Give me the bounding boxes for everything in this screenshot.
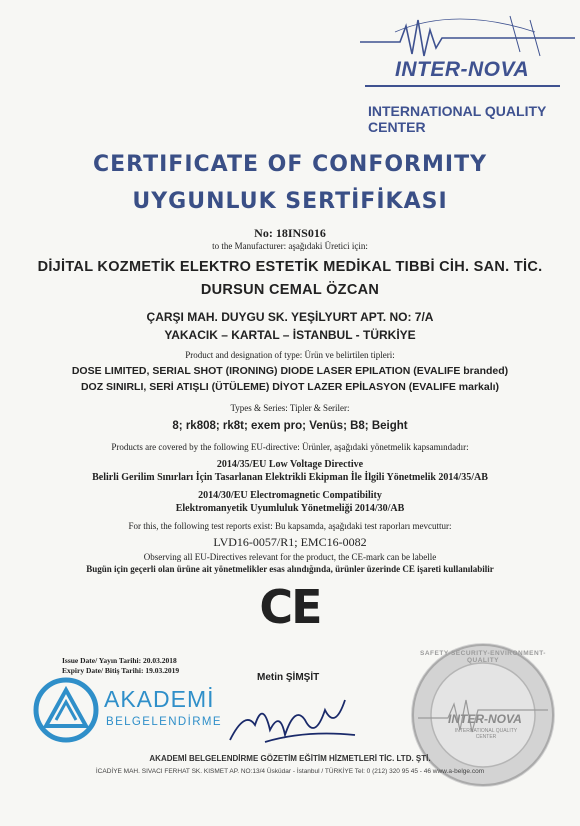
- types-label: Types & Series: Tipler & Seriler:: [230, 403, 350, 413]
- title-turkish: UYGUNLUK SERTİFİKASI: [132, 189, 448, 214]
- observing-english: Observing all EU-Directives relevant for the product, the CE-mark can be labelle: [143, 552, 437, 562]
- reports-label: For this, the following test reports exist: Bu kapsamda, aşağıdaki test raporları mevcuttur:: [128, 521, 452, 531]
- expiry-date: Expiry Date/ Bitiş Tarihi: 19.03.2019: [62, 666, 180, 675]
- product-turkish: DOZ SINIRLI, SERİ ATIŞLI (ÜTÜLEME) DİYOT LAZER EPİLASYON (EVALIFE markalı): [80, 381, 500, 393]
- brand-underline: [365, 85, 560, 87]
- product-label: Product and designation of type: Ürün ve belirtilen tipleri:: [185, 350, 395, 360]
- footer-address: İCADİYE MAH. SIVACI FERHAT SK. KISMET AP. NO:13/4 Üsküdar - İstanbul / TÜRKİYE Tel: 0 (212) 320 95 45 - 46 www.a-belge.com: [95, 768, 485, 775]
- inter-nova-wave-logo: [360, 12, 575, 62]
- seal-ring-text: SAFETY-SECURITY-ENVIRONMENT-QUALITY: [420, 650, 546, 664]
- footer-company: AKADEMİ BELGELENDİRME GÖZETİM EĞİTİM HİZMETLERİ TİC. LTD. ŞTİ.: [149, 754, 431, 763]
- certificate-number: No: 18INS016: [254, 226, 326, 240]
- types-value: 8; rk808; rk8t; exem pro; Venüs; B8; Beight: [172, 420, 408, 432]
- directive-2-turkish: Elektromanyetik Uyumluluk Yönetmeliği 2014/30/AB: [175, 503, 405, 514]
- signer-name: Metin ŞİMŞİT: [257, 672, 320, 683]
- observing-turkish: Bugün için geçerli olan ürüne ait yönetmelikler esas alındığında, ürünler üzerinde CE işareti kullanılabilir: [86, 564, 494, 574]
- person-name: DURSUN CEMAL ÖZCAN: [200, 282, 380, 298]
- directive-1-english: 2014/35/EU Low Voltage Directive: [216, 459, 364, 470]
- company-name: DİJİTAL KOZMETİK ELEKTRO ESTETİK MEDİKAL TIBBİ CİH. SAN. TİC.: [37, 259, 543, 275]
- address-line-1: ÇARŞI MAH. DUYGU SK. YEŞİLYURT APT. NO: 7/A: [146, 310, 434, 324]
- reports-value: LVD16-0057/R1; EMC16-0082: [213, 535, 367, 549]
- manufacturer-label: to the Manufacturer: aşağıdaki Üretici için:: [212, 241, 368, 251]
- seal-center-text: INTER-NOVA: [448, 712, 522, 726]
- product-english: DOSE LIMITED, SERIAL SHOT (IRONING) DIODE LASER EPILATION (EVALIFE branded): [71, 365, 509, 377]
- brand-subtitle: INTERNATIONAL QUALITY CENTER: [368, 103, 547, 135]
- directive-1-turkish: Belirli Gerilim Sınırları İçin Tasarlanan Elektrikli Ekipman İle İlgili Yönetmelik 2014/35/AB: [92, 472, 488, 483]
- address-line-2: YAKACIK – KARTAL – İSTANBUL - TÜRKİYE: [164, 328, 416, 342]
- akademi-subtitle: BELGELENDİRME: [106, 716, 222, 728]
- akademi-logo-icon: [32, 676, 100, 744]
- title-english: CERTIFICATE OF CONFORMITY: [92, 152, 488, 177]
- signature-icon: [225, 690, 365, 750]
- ce-mark: CE: [259, 580, 321, 634]
- issue-date: Issue Date/ Yayın Tarihi: 20.03.2018: [62, 656, 177, 665]
- directive-2-english: 2014/30/EU Electromagnetic Compatibility: [198, 490, 382, 501]
- brand-name: INTER-NOVA: [395, 58, 530, 81]
- seal-center-subtitle: INTERNATIONAL QUALITY CENTER: [454, 728, 518, 740]
- directive-label: Products are covered by the following EU-directive: Ürünler, aşağıdaki yönetmelik kapsamındadır:: [111, 442, 469, 452]
- akademi-name: AKADEMİ: [104, 686, 215, 712]
